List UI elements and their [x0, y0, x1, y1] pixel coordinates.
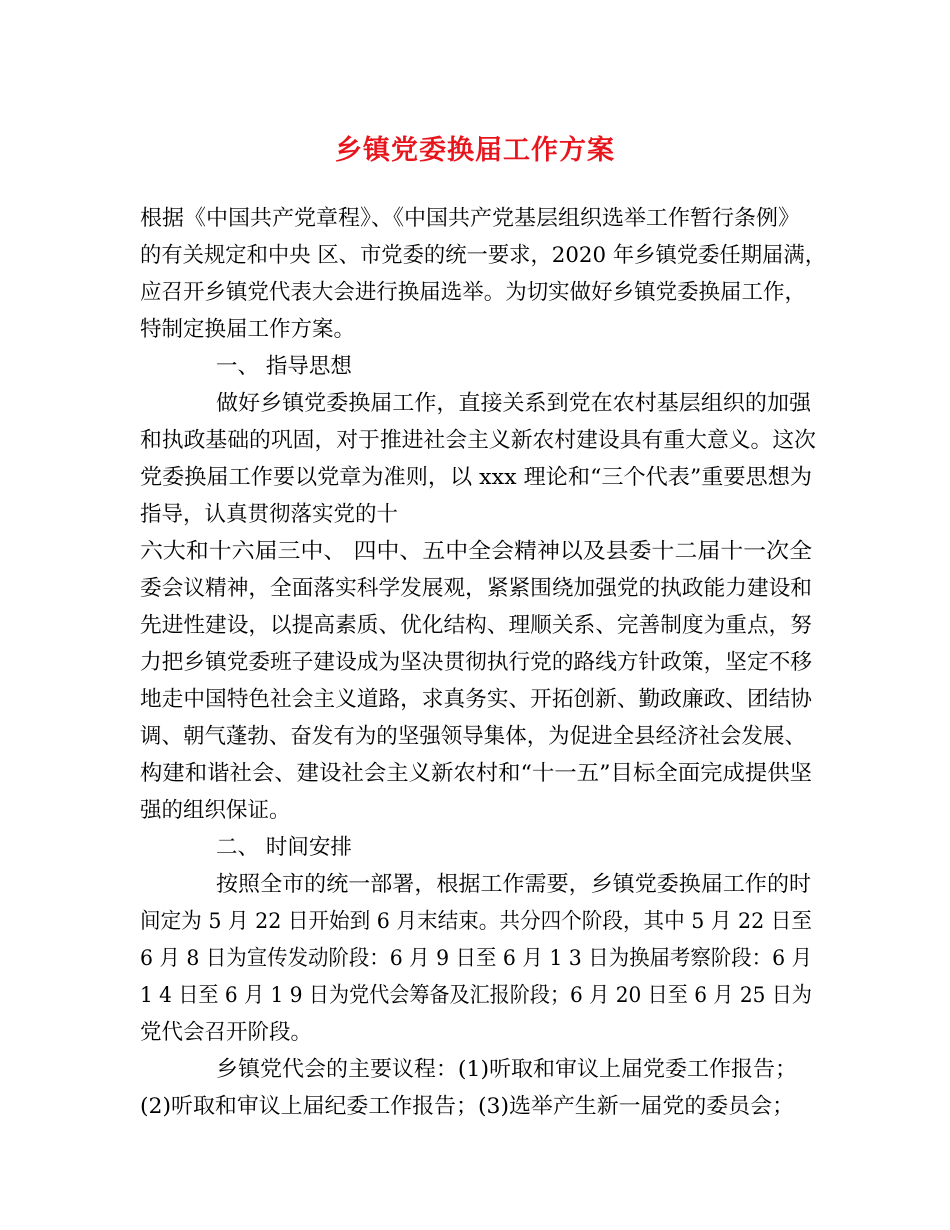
body-line: 一、 指导思想	[216, 354, 352, 379]
body-line: 党代会召开阶段。	[140, 1020, 313, 1045]
body-line: 的有关规定和中央 区、市党委的统一要求，2020 年乡镇党委任期届满，	[140, 243, 827, 268]
body-line: 做好乡镇党委换届工作，直接关系到党在农村基层组织的加强	[216, 391, 812, 416]
body-line: 构建和谐社会、建设社会主义新农村和“十一五”目标全面完成提供坚	[140, 761, 813, 786]
body-line: 6 月 8 日为宣传发动阶段：6 月 9 日至 6 月 1 3 日为换届考察阶段：6 月	[140, 946, 813, 971]
body-line: 应召开乡镇党代表大会进行换届选举。为切实做好乡镇党委换届工作，	[140, 280, 806, 305]
body-line: 强的组织保证。	[140, 798, 291, 823]
body-line: 地走中国特色社会主义道路，求真务实、开拓创新、勤政廉政、团结协	[140, 687, 812, 712]
body-line: 指导，认真贯彻落实党的十	[140, 502, 399, 527]
body-line: 间定为 5 月 22 日开始到 6 月末结束。共分四个阶段，其中 5 月 22 日至	[140, 909, 813, 934]
body-line: 委会议精神，全面落实科学发展观，紧紧围绕加强党的执政能力建设和	[140, 576, 812, 601]
body-line: 调、朝气蓬勃、奋发有为的坚强领导集体，为促进全县经济社会发展、	[140, 724, 806, 749]
body-line: 六大和十六届三中、 四中、五中全会精神以及县委十二届十一次全	[140, 539, 813, 564]
body-line: 和执政基础的巩固，对于推进社会主义新农村建设具有重大意义。这次	[140, 428, 816, 453]
body-line: 特制定换届工作方案。	[140, 317, 356, 342]
body-line: 按照全市的统一部署，根据工作需要，乡镇党委换届工作的时	[216, 872, 812, 897]
body-line: 二、 时间安排	[216, 835, 352, 860]
document-title: 乡镇党委换届工作方案	[335, 135, 615, 166]
body-line: 力把乡镇党委班子建设成为坚决贯彻执行党的路线方针政策，坚定不移	[140, 650, 812, 675]
body-line: (2)听取和审议上届纪委工作报告；(3)选举产生新一届党的委员会；	[140, 1094, 794, 1119]
body-line: 乡镇党代会的主要议程：(1)听取和审议上届党委工作报告；	[216, 1057, 797, 1082]
body-line: 先进性建设，以提高素质、优化结构、理顺关系、完善制度为重点，努	[140, 613, 812, 638]
body-line: 党委换届工作要以党章为准则，以 xxx 理论和“三个代表”重要思想为	[140, 465, 812, 490]
body-line: 根据《中国共产党章程》、《中国共产党基层组织选举工作暂行条例》	[140, 206, 800, 231]
body-line: 1 4 日至 6 月 1 9 日为党代会筹备及汇报阶段；6 月 20 日至 6 月 25 日为	[140, 983, 812, 1008]
